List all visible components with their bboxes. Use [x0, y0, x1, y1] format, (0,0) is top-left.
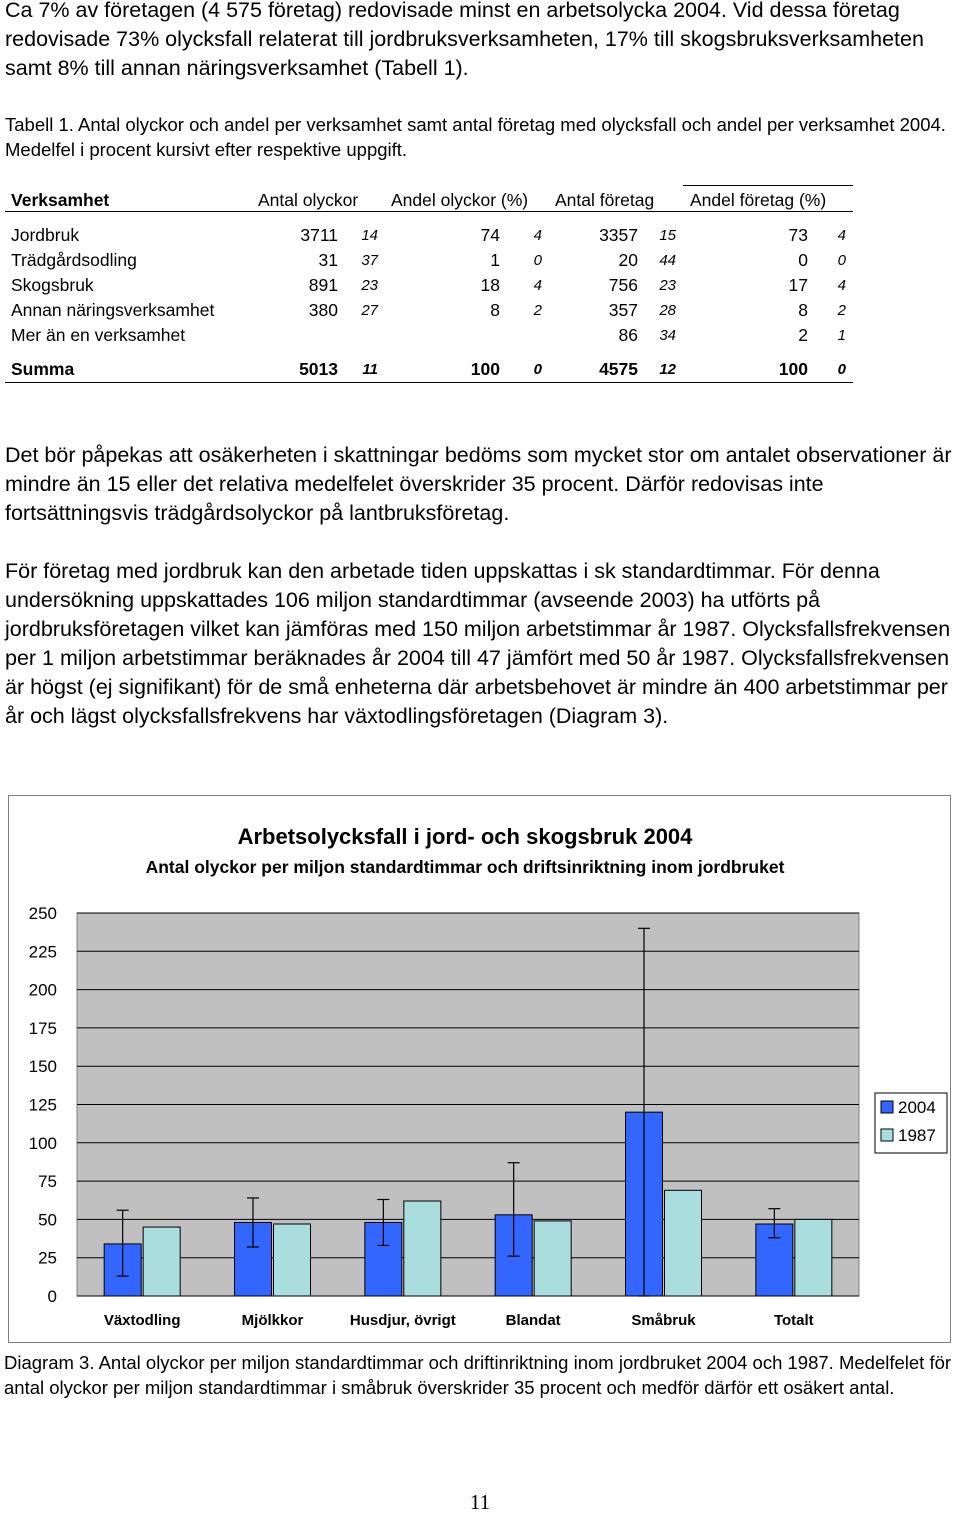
chart-subtitle: Antal olyckor per miljon standardtimmar och driftsinriktning inom jordbruket: [145, 857, 785, 877]
table-error-cell: 27: [361, 302, 378, 319]
table-value-cell: 2: [798, 325, 808, 345]
total-error-cell: 0: [533, 361, 542, 378]
total-rule: [5, 382, 853, 383]
chart-layer: [29, 904, 947, 1329]
row-label: Annan näringsverksamhet: [11, 300, 215, 320]
y-tick-label: 50: [38, 1210, 57, 1230]
x-tick-label: Blandat: [505, 1312, 561, 1329]
y-tick-label: 150: [28, 1057, 57, 1077]
table-error-cell: 0: [533, 252, 542, 269]
table-error-cell: 15: [659, 227, 676, 244]
th-antal-foretag: Antal företag: [555, 190, 655, 210]
bar-1987: [274, 1224, 311, 1296]
table-caption: Tabell 1. Antal olyckor och andel per verksamhet samt antal företag med olycksfall och andel per verksamhet 2004. Medelfel i procent kursivt efter respektive uppgift.: [5, 114, 946, 160]
table-error-cell: 28: [659, 302, 676, 319]
row-label: Mer än en verksamhet: [11, 325, 186, 345]
table-value-cell: 1: [490, 250, 500, 270]
table-value-cell: 86: [618, 325, 638, 345]
total-label: Summa: [11, 359, 75, 379]
total-value-cell: 4575: [599, 359, 638, 379]
y-tick-label: 225: [28, 942, 57, 962]
legend-swatch: [881, 1129, 893, 1141]
table-value-cell: 891: [308, 275, 338, 295]
table-value-cell: 8: [798, 300, 808, 320]
table-value-cell: 17: [788, 275, 808, 295]
note-paragraph: Det bör påpekas att osäkerheten i skattningar bedöms som mycket stor om antalet observationer är mindre än 15 eller det relativa medelfelet överskrider 35 procent. Därför redovisas inte fortsättningsvis trädgårdsolyckor på lantbruksföretag.: [5, 443, 952, 525]
y-tick-label: 25: [38, 1248, 57, 1268]
table-error-cell: 2: [533, 302, 542, 319]
legend-swatch: [881, 1101, 893, 1113]
y-tick-label: 200: [28, 980, 57, 1000]
table-value-cell: 73: [788, 225, 808, 245]
y-tick-label: 100: [28, 1133, 57, 1153]
table-error-cell: 23: [361, 277, 378, 294]
page-number: 11: [469, 1490, 491, 1514]
table-value-cell: 31: [318, 250, 338, 270]
x-tick-label: Växtodling: [103, 1312, 181, 1329]
y-tick-label: 175: [28, 1018, 57, 1038]
bar-1987: [795, 1219, 832, 1296]
table-value-cell: 20: [618, 250, 638, 270]
body-paragraph: För företag med jordbruk kan den arbetade tiden uppskattas i sk standardtimmar. För denna undersökning uppskattades 106 miljon standardtimmar (avseende 2003) ha utförts på jordbruksföretagen vilket kan jämföras med 150 miljon arbetstimmar år 1987. Olycksfallsfrekvensen per 1 miljon arbetstimmar beräknades år 2004 till 47 jämfört med 50 år 1987. Olycksfallsfrekvensen är högst (ej signifikant) för de små enheterna där arbetsbehovet är mindre än 400 arbetstimmar per år och lägst olycksfallsfrekvens har växtodlingsföretagen (Diagram 3).: [5, 559, 951, 728]
total-value-cell: 5013: [299, 359, 338, 379]
bar-1987: [665, 1190, 702, 1296]
table-value-cell: 756: [608, 275, 638, 295]
bar-1987: [404, 1201, 441, 1296]
table-error-cell: 4: [837, 227, 846, 244]
header-rule-bottom: [5, 211, 853, 212]
bar-1987: [143, 1227, 180, 1296]
table-error-cell: 1: [837, 327, 846, 344]
bar-chart: [9, 796, 950, 1342]
table-error-cell: 4: [533, 227, 542, 244]
table-value-cell: 18: [480, 275, 500, 295]
total-error-cell: 12: [659, 361, 676, 378]
x-tick-label: Totalt: [773, 1312, 814, 1329]
table-value-cell: 357: [608, 300, 638, 320]
table-value-cell: 8: [490, 300, 500, 320]
table-error-cell: 2: [837, 302, 846, 319]
table-error-cell: 14: [361, 227, 378, 244]
legend-label: 2004: [898, 1098, 936, 1117]
x-tick-label: Småbruk: [631, 1312, 696, 1329]
table-error-cell: 4: [837, 277, 846, 294]
table-error-cell: 0: [837, 252, 846, 269]
y-tick-label: 0: [47, 1287, 57, 1306]
table-value-cell: 380: [308, 300, 338, 320]
diagram-caption: Diagram 3. Antal olyckor per miljon standardtimmar och driftinriktning inom jordbruket 2004 och 1987. Medelfelet för antal olyckor per miljon standardtimmar i småbruk överskrider 35 procent och medför därför ett osäkert antal.: [4, 1352, 952, 1398]
row-label: Trädgårdsodling: [11, 250, 137, 270]
total-value-cell: 100: [778, 359, 808, 379]
header-rule: [683, 185, 853, 186]
row-label: Skogsbruk: [11, 275, 94, 295]
table-error-cell: 34: [659, 327, 676, 344]
th-andel-foretag: Andel företag (%): [690, 190, 827, 210]
accident-table: [0, 178, 860, 388]
th-verksamhet: Verksamhet: [11, 190, 110, 210]
table-value-cell: 3357: [599, 225, 638, 245]
total-error-cell: 0: [837, 361, 846, 378]
table-value-cell: 0: [798, 250, 808, 270]
y-tick-label: 75: [38, 1172, 57, 1192]
total-error-cell: 11: [362, 361, 378, 378]
table-value-cell: 74: [480, 225, 500, 245]
table-error-cell: 44: [659, 252, 676, 269]
chart-frame: [8, 795, 951, 1343]
table-error-cell: 37: [361, 252, 378, 269]
y-tick-label: 250: [28, 904, 57, 923]
total-value-cell: 100: [470, 359, 500, 379]
intro-paragraph: Ca 7% av företagen (4 575 företag) redovisade minst en arbetsolycka 2004. Vid dessa företag redovisade 73% olycksfall relaterat till jordbruksverksamheten, 17% till skogsbruksverksamheten samt 8% till annan näringsverksamhet (Tabell 1).: [5, 0, 924, 80]
table-error-cell: 23: [659, 277, 676, 294]
table-value-cell: 3711: [300, 225, 338, 245]
th-andel-olyckor: Andel olyckor (%): [391, 190, 529, 210]
x-tick-label: Husdjur, övrigt: [349, 1312, 456, 1329]
row-label: Jordbruk: [11, 225, 80, 245]
bar-1987: [534, 1221, 571, 1296]
x-tick-label: Mjölkkor: [241, 1312, 304, 1329]
y-tick-label: 125: [28, 1095, 57, 1115]
th-antal-olyckor: Antal olyckor: [258, 190, 359, 210]
legend-label: 1987: [898, 1126, 936, 1145]
table-error-cell: 4: [533, 277, 542, 294]
chart-title: Arbetsolycksfall i jord- och skogsbruk 2004: [237, 824, 693, 849]
